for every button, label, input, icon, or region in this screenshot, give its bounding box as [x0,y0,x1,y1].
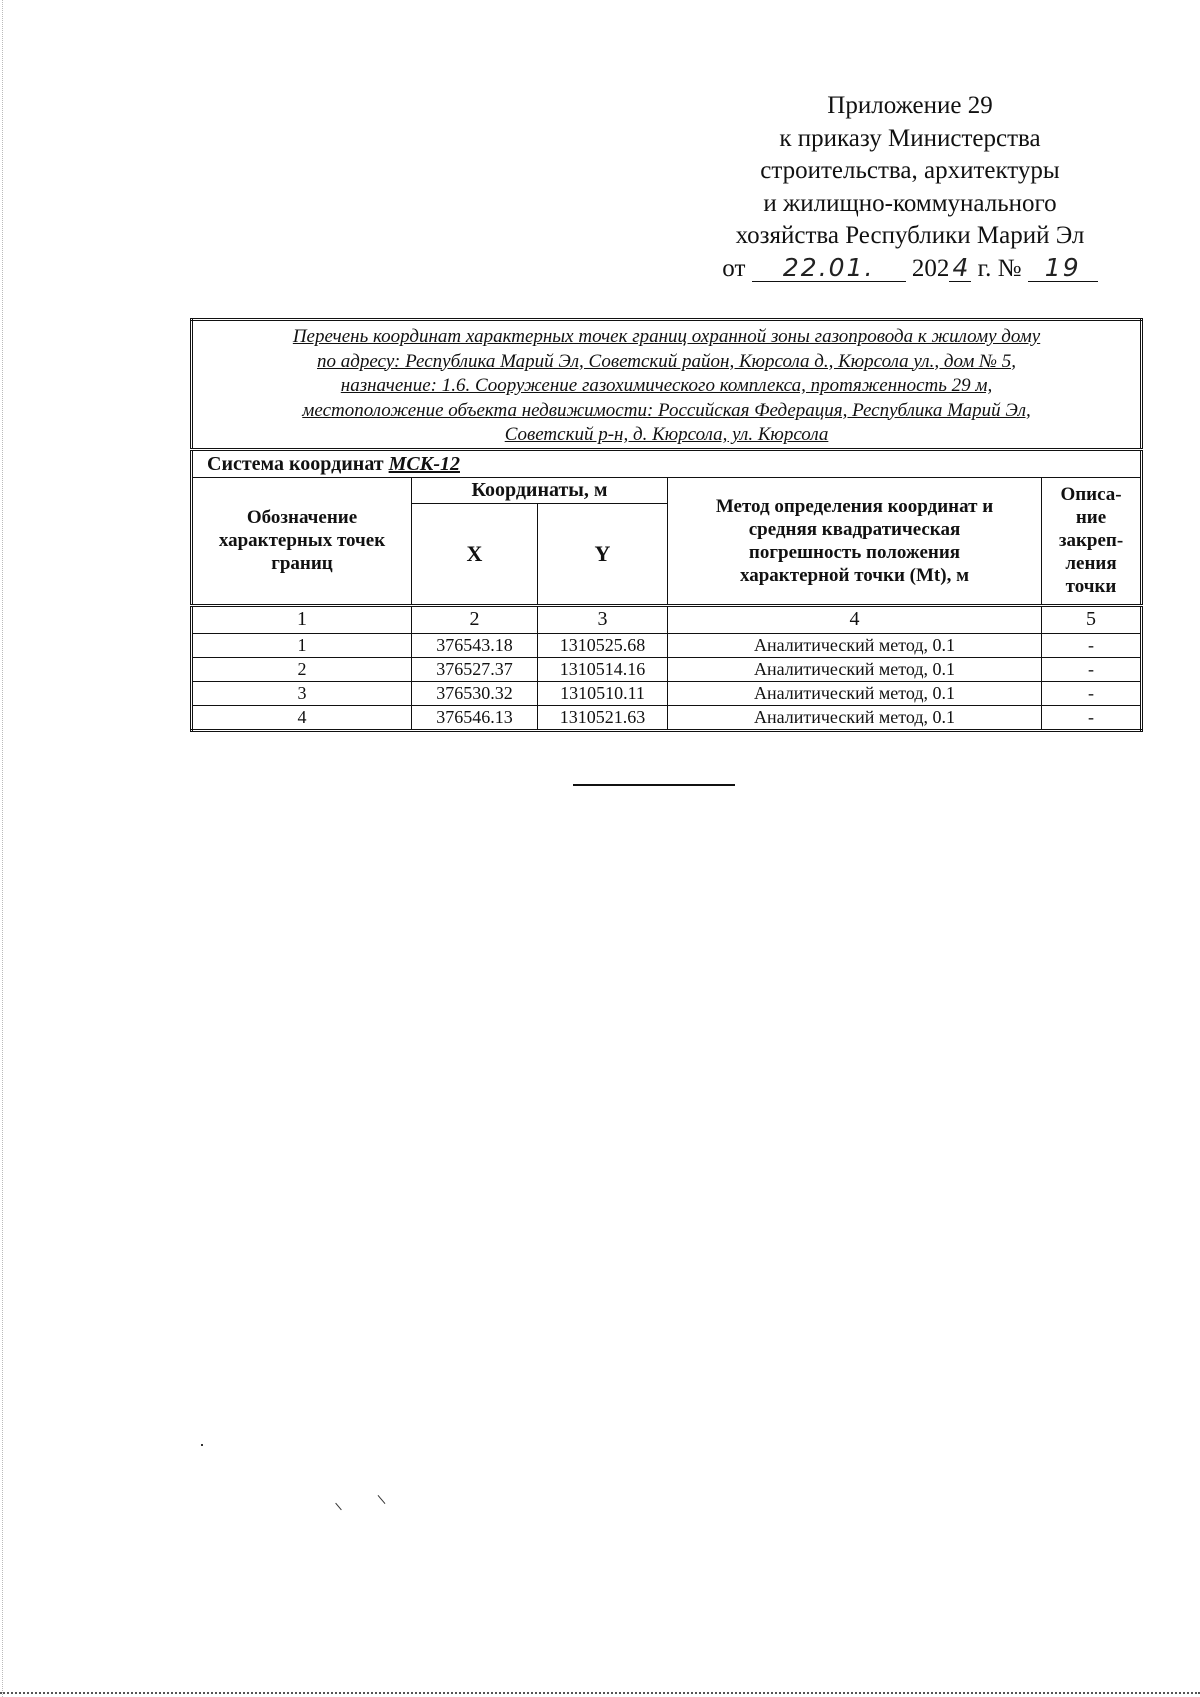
column-number-row [192,605,1142,633]
table-title-line: Перечень координат характерных точек границ охранной зоны газопровода к жилому дому [292,326,1041,347]
scan-speck [378,1495,386,1504]
header-designation [192,477,412,605]
header-y: Y [538,503,668,605]
scan-edge-bottom [0,1692,1200,1694]
appendix-line: Приложение 29 [827,92,993,119]
header-text: характерных точек [218,530,386,551]
cell-method: Аналитический метод, 0.1 [668,681,1042,705]
scan-speck [335,1503,342,1511]
table-row [192,705,1142,730]
table-title [192,320,1142,450]
header-text: точки [1065,576,1117,597]
appendix-header [680,90,1140,285]
header-text: закреп- [1058,530,1124,551]
cell-method: Аналитический метод, 0.1 [668,657,1042,681]
cell-method: Аналитический метод, 0.1 [668,633,1042,657]
header-description [1042,477,1142,605]
handwritten-date: 22.01. [752,255,906,282]
header-text: Описа- [1060,484,1122,505]
header-text: погрешность положения [748,541,961,563]
header-text: характерной точки (Mt), м [739,564,970,586]
coordinate-system-value: МСК-12 [388,452,460,475]
column-number: 4 [668,605,1042,633]
cell-point: 3 [192,681,412,705]
cell-x: 376530.32 [412,681,538,705]
column-number: 5 [1042,605,1142,633]
table-row [192,657,1142,681]
header-coordinates: Координаты, м [412,477,668,503]
coordinate-system [192,449,1142,477]
header-x: X [412,503,538,605]
header-text: Обозначение [246,507,358,528]
appendix-line: к приказу Министерства [779,124,1041,152]
header-text: средняя квадратическая [748,518,961,540]
cell-y: 1310510.11 [538,681,668,705]
scan-edge-left [2,0,3,1697]
cell-point: 1 [192,633,412,657]
cell-x: 376543.18 [412,633,538,657]
appendix-line: хозяйства Республики Марий Эл [735,222,1085,249]
header-text: Метод определения координат и [715,495,994,517]
column-number: 3 [538,605,668,633]
number-prefix: г. № [977,254,1022,282]
column-number: 1 [192,605,412,633]
table-row [192,681,1142,705]
column-number: 2 [412,605,538,633]
handwritten-year: 4 [949,255,971,282]
cell-y: 1310525.68 [538,633,668,657]
cell-description: - [1042,681,1142,705]
end-separator-line [573,784,735,786]
cell-method: Аналитический метод, 0.1 [668,705,1042,730]
cell-description: - [1042,705,1142,730]
cell-point: 2 [192,657,412,681]
coordinate-system-label: Система координат [207,452,384,475]
header-text: ления [1065,553,1117,574]
order-date-line [680,253,1140,286]
header-text: границ [271,553,333,574]
cell-y: 1310521.63 [538,705,668,730]
table-row [192,633,1142,657]
cell-description: - [1042,657,1142,681]
coordinates-table [190,318,1143,732]
cell-x: 376546.13 [412,705,538,730]
header-method [668,477,1042,605]
cell-description: - [1042,633,1142,657]
table-title-line: по адресу: Республика Марий Эл, Советский район, Кюрсола д., Кюрсола ул., дом № 5, [317,350,1017,372]
cell-point: 4 [192,705,412,730]
scan-speck [201,1444,203,1446]
year-prefix: 202 [911,254,950,282]
table-title-line: местоположение объекта недвижимости: Российская Федерация, Республика Марий Эл, [302,399,1031,421]
table-title-line: назначение: 1.6. Сооружение газохимического комплекса, протяженность 29 м, [340,375,993,396]
appendix-line: строительства, архитектуры [760,157,1060,184]
appendix-line: и жилищно-коммунального [763,189,1057,217]
date-prefix: от [722,254,746,282]
handwritten-order-number: 19 [1028,255,1098,282]
header-text: ние [1075,507,1107,528]
table-title-line: Советский р-н, д. Кюрсола, ул. Кюрсола [504,424,829,445]
cell-x: 376527.37 [412,657,538,681]
cell-y: 1310514.16 [538,657,668,681]
